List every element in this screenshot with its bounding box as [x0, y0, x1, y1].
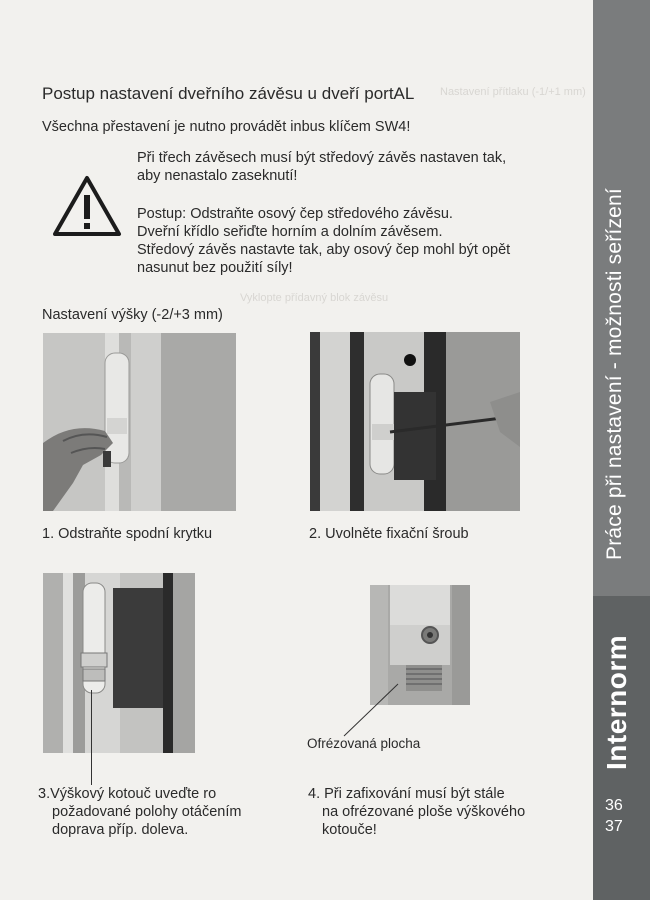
- step-4-line-3: kotouče!: [322, 822, 377, 838]
- brand-logo: Internorm: [601, 634, 632, 770]
- milled-surface-label: Ofrézovaná plocha: [307, 736, 421, 751]
- warning-line-4: Dveřní křídlo seřiďte horním a dolním závěsem.: [137, 224, 443, 240]
- leader-line-step-3: [91, 690, 92, 785]
- bleed-through-text: Nastavení přítlaku (-1/+1 mm): [440, 86, 586, 98]
- section-title-vertical: Práce při nastavení - možnosti seřízení: [603, 188, 626, 560]
- step-2-caption: 2. Uvolněte fixační šroub: [309, 526, 469, 542]
- warning-line-5: Středový závěs nastavte tak, aby osový čep mohl být opět: [137, 242, 511, 258]
- leader-line-milled-surface: [340, 680, 400, 740]
- photo-remove-cap: [43, 333, 236, 511]
- page-number-next: 37: [605, 818, 623, 835]
- step-3-line-1: 3.Výškový kotouč uveďte ro: [38, 786, 217, 802]
- step-3-line-3: doprava příp. doleva.: [52, 822, 189, 838]
- warning-line-3: Postup: Odstraňte osový čep středového závěsu.: [137, 206, 453, 222]
- page-title: Postup nastavení dveřního závěsu u dveří portAL: [42, 84, 415, 103]
- warning-line-6: nasunut bez použití síly!: [137, 260, 293, 276]
- bleed-through-text: Vyklopte přídavný blok závěsu: [240, 292, 389, 304]
- sidebar: [593, 0, 650, 900]
- photo-loosen-screw: [310, 332, 520, 511]
- intro-text: Všechna přestavení je nutno provádět inbus klíčem SW4!: [42, 119, 411, 135]
- step-4-line-1: 4. Při zafixování musí být stále: [308, 786, 505, 802]
- page-number-current: 36: [605, 797, 623, 814]
- photo-height-disc: [43, 573, 195, 753]
- warning-line-2: aby nenastalo zaseknutí!: [137, 168, 298, 184]
- warning-triangle-icon: [52, 175, 122, 237]
- warning-line-1: Při třech závěsech musí být středový závěs nastaven tak,: [137, 150, 507, 166]
- step-1-caption: 1. Odstraňte spodní krytku: [42, 526, 213, 542]
- step-4-line-2: na ofrézované ploše výškového: [322, 804, 526, 820]
- step-3-line-2: požadované polohy otáčením: [52, 804, 242, 820]
- section-heading: Nastavení výšky (-2/+3 mm): [42, 307, 223, 323]
